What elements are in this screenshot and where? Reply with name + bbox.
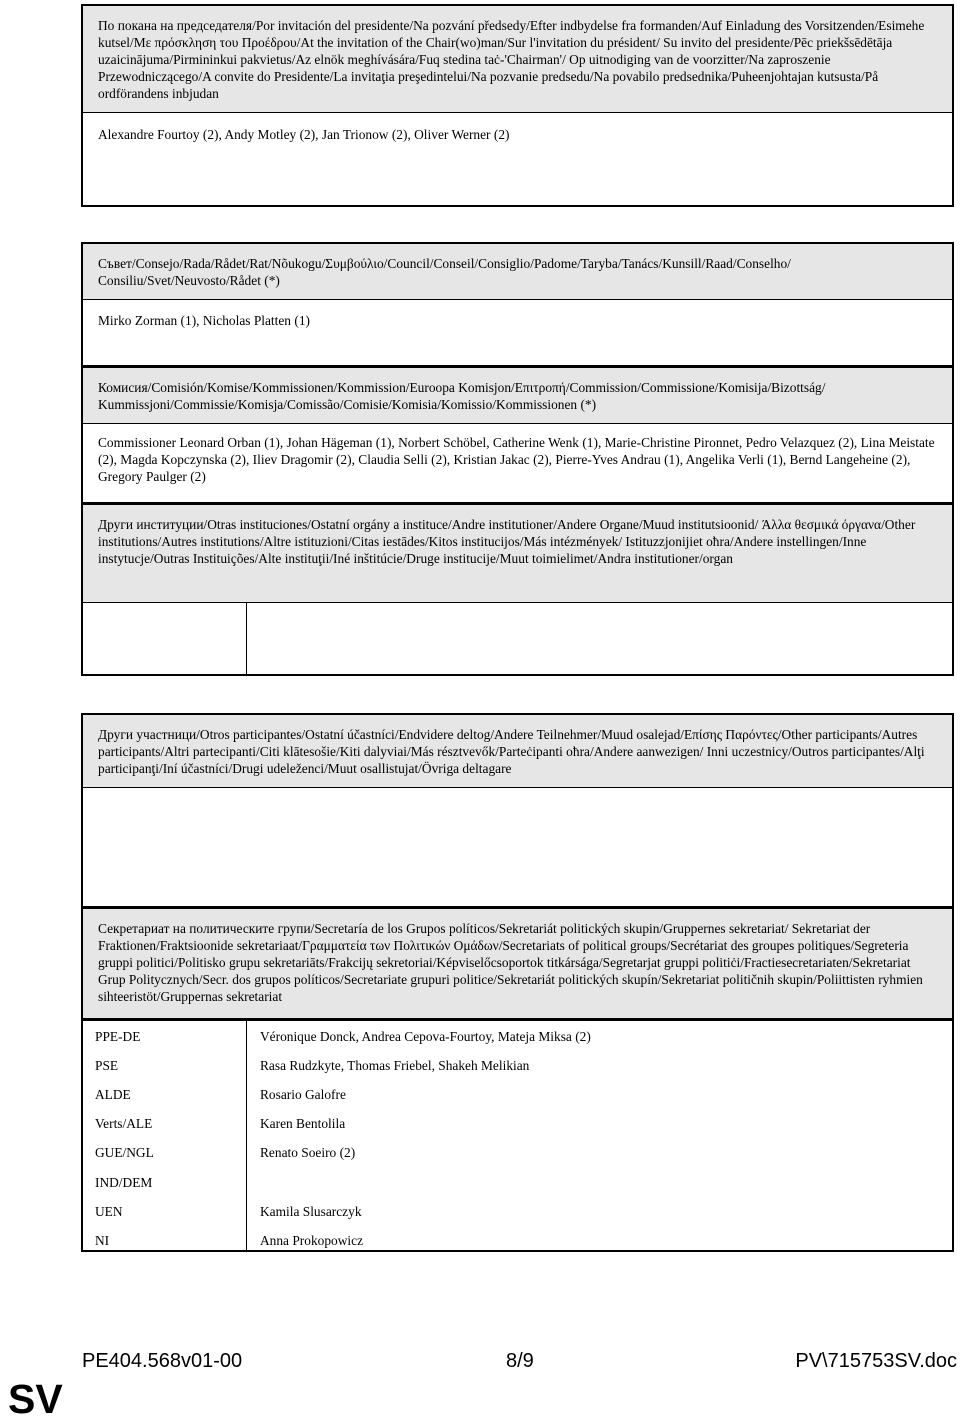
group-row xyxy=(83,1109,952,1138)
commission-header-text: Комисия/Comisión/Komise/Kommissionen/Kommission/Euroopa Komisjon/Επιτροπή/Commission/Commissione/Komisija/Bizottság/ Kummissjoni/Commissie/Komisja/Comissão/Comisie/Komisia/Komissio/Kommissionen (*) xyxy=(98,380,826,412)
council-header-text: Съвет/Consejo/Rada/Rådet/Rat/Nõukogu/Συμβούλιο/Council/Conseil/Consiglio/Padome/Taryba/Tanács/Kunsill/Raad/Conselho/ Consiliu/Svet/Neuvosto/Rådet (*) xyxy=(98,256,791,288)
group-name: PSE xyxy=(95,1058,119,1073)
other-participants-section xyxy=(81,713,954,908)
group-row xyxy=(83,1080,952,1109)
other-institutions-section xyxy=(81,504,954,676)
section-header xyxy=(83,6,952,113)
group-name: Verts/ALE xyxy=(95,1116,153,1131)
group-row xyxy=(83,1226,952,1255)
language-code: SV xyxy=(8,1376,63,1422)
section-header xyxy=(83,909,952,1018)
group-name: GUE/NGL xyxy=(95,1145,154,1160)
page-number: 8/9 xyxy=(506,1350,534,1372)
council-section xyxy=(81,242,954,367)
other-institutions-empty-cell xyxy=(246,603,247,674)
section-header xyxy=(83,244,952,300)
secretariat-section xyxy=(81,908,954,1020)
president-header-text: По покана на председателя/Por invitación del presidente/Na pozvání předsedy/Efter indbydelse fra formanden/Auf Einladung des Vorsitzenden/Esimehe kutsel/Με πρόσκληση του Προέδρου/At the invitation of the Chair(wo)man/Sur l'invitation du président/ Su invito del presidente/Pēc priekšsēdētāja uzaicinājuma/Pirmininkui pakvietus/Az elnök meghívására/Fuq stedina taċ-'Chairman'/ Op uitnodiging van de voorzitter/Na zaproszenie Przewodniczącego/A convite do Presidente/La invitaţia preşedintelui/Na pozvanie predsedu/Na povabilo predsednika/Puheenjohtajan kutsusta/På ordförandens inbjudan xyxy=(98,18,925,101)
document-reference: PE404.568v01-00 xyxy=(82,1350,243,1372)
group-row xyxy=(83,1022,952,1051)
president-invitation-section xyxy=(81,4,954,207)
president-attendees: Alexandre Fourtoy (2), Andy Motley (2), Jan Trionow (2), Oliver Werner (2) xyxy=(98,127,510,142)
other-participants-header-text: Други участници/Otros participantes/Ostatní účastníci/Endvidere deltog/Andere Teilnehmer/Muud osalejad/Επίσης Παρόντες/Other participants/Autres participants/Altri partecipanti/Citi klātesošie/Kiti dalyviai/Más résztvevők/Parteċipanti oħra/Andere aanwezigen/ Inni uczestnicy/Outros participantes/Alţi participanţi/Iní účastníci/Drugi udeleženci/Muut osallistujat/Övriga deltagare xyxy=(98,727,925,776)
group-members: Rasa Rudzkyte, Thomas Friebel, Shakeh Melikian xyxy=(260,1058,530,1073)
council-attendees: Mirko Zorman (1), Nicholas Platten (1) xyxy=(98,313,310,328)
group-row xyxy=(83,1197,952,1226)
group-row xyxy=(83,1138,952,1167)
group-name: ALDE xyxy=(95,1087,131,1102)
section-header xyxy=(83,715,952,788)
file-reference: PV\715753SV.doc xyxy=(795,1350,957,1372)
group-name: UEN xyxy=(95,1204,123,1219)
group-name: IND/DEM xyxy=(95,1175,153,1190)
political-groups-table xyxy=(81,1019,954,1252)
group-members: Véronique Donck, Andrea Cepova-Fourtoy, Mateja Miksa (2) xyxy=(260,1029,591,1044)
group-name: NI xyxy=(95,1233,110,1248)
group-row xyxy=(83,1168,952,1197)
other-institutions-header-text: Други институции/Otras instituciones/Ostatní orgány a instituce/Andre institutioner/Andere Organe/Muud institutsioonid/ Άλλα θεσμικά όργανα/Other institutions/Autres institutions/Altre istituzioni/Citas iestādes/Kitos institucijos/Más intézmények/ Istituzzjonijiet oħra/Andere instellingen/Inne instytucje/Outras Instituições/Alte instituţii/Iné inštitúcie/Druge institucije/Muut toimielimet/Andra institutioner/organ xyxy=(98,517,916,566)
group-row xyxy=(83,1051,952,1080)
group-members: Karen Bentolila xyxy=(260,1116,346,1131)
section-header xyxy=(83,505,952,603)
secretariat-header-text: Секретариат на политическите групи/Secretaría de los Grupos políticos/Sekretariát politických skupin/Gruppernes sekretariat/ Sekretariat der Fraktionen/Fraktsioonide sekretariaat/Γραμματεία των Πολιτικών Ομάδων/Secretariats of political groups/Secrétariat des groupes politiques/Segreteria gruppi politici/Politisko grupu sekretariāts/Frakcijų sekretoriai/Képviselőcsoportok titkársága/Segretarjat gruppi politiċi/Fractiesecretariaten/Sekretariat Grup Politycznych/Secr. dos grupos políticos/Secretariate grupuri politice/Sekretariát politických skupín/Sekretariat političnih skupin/Poliittisten ryhmien sihteeristöt/Gruppernas sekretariat xyxy=(98,921,923,1004)
group-members: Anna Prokopowicz xyxy=(260,1233,364,1248)
group-members: Rosario Galofre xyxy=(260,1087,346,1102)
group-members: Renato Soeiro (2) xyxy=(260,1145,356,1160)
group-members: Kamila Slusarczyk xyxy=(260,1204,362,1219)
commission-attendees: Commissioner Leonard Orban (1), Johan Hägeman (1), Norbert Schöbel, Catherine Wenk (1), Marie-Christine Pironnet, Pedro Velazquez (2), Lina Meistate (2), Magda Kopczynska (2), Iliev Dragomir (2), Claudia Selli (2), Kristian Jakac (2), Pierre-Yves Andrau (1), Angelika Verli (1), Bernd Langeheine (2), Gregory Paulger (2) xyxy=(98,435,935,484)
commission-section xyxy=(81,367,954,504)
group-name: PPE-DE xyxy=(95,1029,141,1044)
section-header xyxy=(83,368,952,424)
